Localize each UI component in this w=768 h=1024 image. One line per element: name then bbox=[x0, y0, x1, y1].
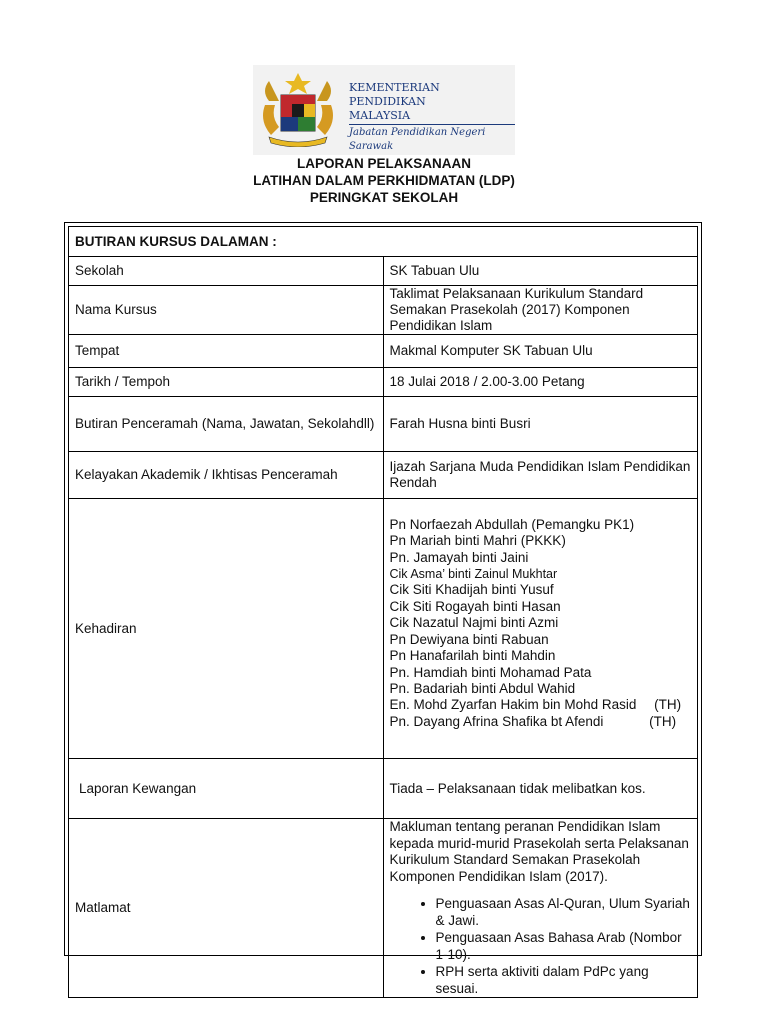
ministry-logo bbox=[253, 65, 515, 155]
table-row-kelayakan bbox=[69, 452, 698, 499]
attendee-row bbox=[390, 697, 692, 713]
course-details-table bbox=[68, 226, 698, 998]
row-value: Taklimat Pelaksanaan Kurikulum Standard Semakan Prasekolah (2017) Komponen Pendidikan Islam bbox=[383, 286, 698, 335]
row-value: Farah Husna binti Busri bbox=[383, 397, 698, 452]
row-value: 18 Julai 2018 / 2.00-3.00 Petang bbox=[383, 368, 698, 397]
row-value: Ijazah Sarjana Muda Pendidikan Islam Pendidikan Rendah bbox=[383, 452, 698, 499]
attendee: Pn Norfaezah Abdullah (Pemangku PK1) bbox=[389, 516, 635, 532]
row-label: Laporan Kewangan bbox=[69, 759, 384, 819]
logo-line-4: Jabatan Pendidikan Negeri Sarawak bbox=[349, 124, 515, 154]
table-row-tarikh bbox=[69, 368, 698, 397]
attendee: Cik Siti Rogayah binti Hasan bbox=[389, 598, 561, 614]
attendee: Cik Asma’ binti Zainul Mukhtar bbox=[389, 567, 558, 582]
attendee: Pn. Jamayah binti Jaini bbox=[389, 549, 529, 565]
row-label: Sekolah bbox=[69, 257, 384, 286]
attendee: Pn. Badariah binti Abdul Wahid bbox=[389, 680, 576, 696]
attendee: Pn Mariah binti Mahri (PKKK) bbox=[389, 533, 566, 549]
title-line-2: LATIHAN DALAM PERKHIDMATAN (LDP) bbox=[253, 173, 515, 188]
table-row-penceramah bbox=[69, 397, 698, 452]
table-header: BUTIRAN KURSUS DALAMAN : bbox=[69, 227, 698, 257]
row-label: Butiran Penceramah (Nama, Jawatan, Sekolahdll) bbox=[69, 397, 384, 452]
row-label: Kehadiran bbox=[69, 499, 384, 759]
goals-paragraph: Makluman tentang peranan Pendidikan Islam kepada murid-murid Prasekolah serta Pelaksanan Kurikulum Standard Semakan Prasekolah Komponen Pendidikan Islam (2017). bbox=[389, 819, 689, 884]
row-label: Matlamat bbox=[69, 819, 384, 998]
table-row-nama-kursus bbox=[69, 286, 698, 335]
attendee: Cik Siti Khadijah binti Yusuf bbox=[389, 582, 554, 598]
table-header-row bbox=[69, 227, 698, 257]
attendee: Pn. Hamdiah binti Mohamad Pata bbox=[389, 664, 592, 680]
list-item: • Penguasaan Asas Bahasa Arab (Nombor 1-10). bbox=[436, 929, 692, 963]
attendee: Pn Hanafarilah binti Mahdin bbox=[389, 648, 556, 664]
logo-line-1: KEMENTERIAN bbox=[349, 81, 440, 94]
th-mark: (TH) bbox=[654, 697, 682, 713]
th-mark: (TH) bbox=[649, 713, 677, 729]
attendee: Pn Dewiyana binti Rabuan bbox=[389, 631, 549, 647]
attendee: Pn. Dayang Afrina Shafika bt Afendi bbox=[389, 713, 604, 729]
table-row-kewangan bbox=[69, 759, 698, 819]
attendee-row bbox=[390, 714, 692, 730]
goals-list bbox=[390, 895, 692, 997]
goals-cell bbox=[383, 819, 698, 998]
table-row-sekolah bbox=[69, 257, 698, 286]
attendee: Cik Nazatul Najmi binti Azmi bbox=[389, 615, 559, 631]
table-row-kehadiran bbox=[69, 499, 698, 759]
title-line-3: PERINGKAT SEKOLAH bbox=[309, 190, 459, 205]
coat-of-arms-icon bbox=[259, 71, 337, 147]
title-line-1: LAPORAN PELAKSANAAN bbox=[296, 156, 471, 171]
row-value: SK Tabuan Ulu bbox=[383, 257, 698, 286]
row-value: Makmal Komputer SK Tabuan Ulu bbox=[383, 335, 698, 368]
row-value: Tiada – Pelaksanaan tidak melibatkan kos. bbox=[383, 759, 698, 819]
document-title bbox=[0, 155, 768, 206]
row-label: Nama Kursus bbox=[69, 286, 384, 335]
list-item: • RPH serta aktiviti dalam PdPc yang sesuai. bbox=[436, 963, 692, 997]
row-label: Tarikh / Tempoh bbox=[69, 368, 384, 397]
logo-line-3: MALAYSIA bbox=[349, 109, 411, 122]
row-label: Kelayakan Akademik / Ikhtisas Penceramah bbox=[69, 452, 384, 499]
table-row-matlamat bbox=[69, 819, 698, 998]
attendance-list bbox=[383, 499, 698, 759]
list-item: • Penguasaan Asas Al-Quran, Ulum Syariah & Jawi. bbox=[436, 895, 692, 929]
logo-line-2: PENDIDIKAN bbox=[349, 95, 426, 108]
table-row-tempat bbox=[69, 335, 698, 368]
attendee: En. Mohd Zyarfan Hakim bin Mohd Rasid bbox=[389, 697, 637, 713]
row-label: Tempat bbox=[69, 335, 384, 368]
